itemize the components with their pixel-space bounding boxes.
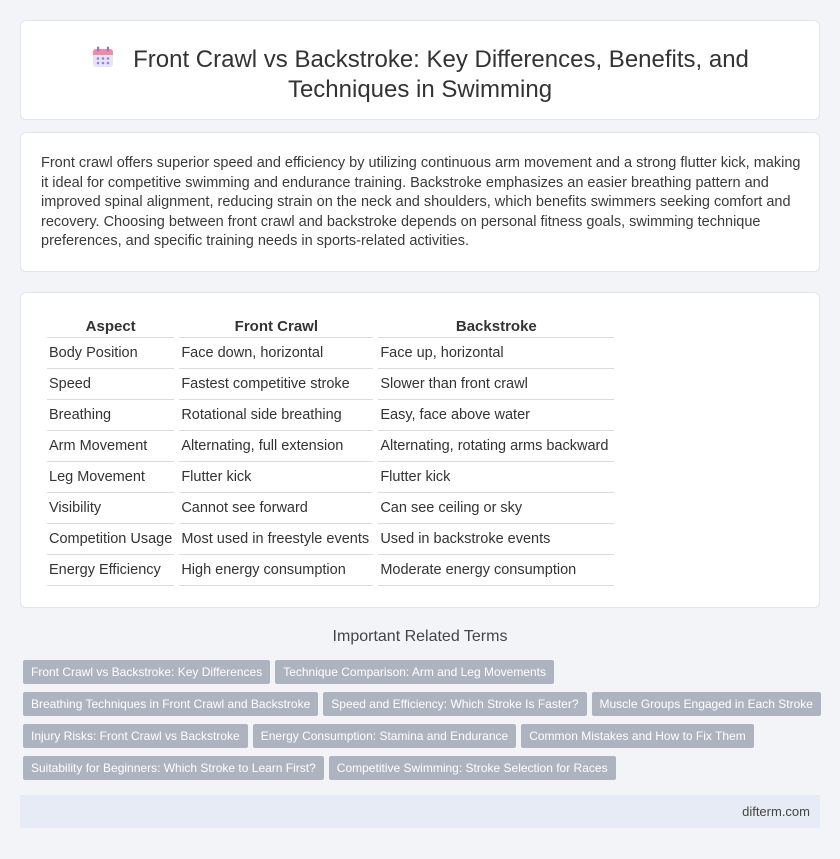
table-row: [47, 524, 614, 555]
cell-front-crawl: Flutter kick: [179, 462, 373, 493]
related-term-link[interactable]: Breathing Techniques in Front Crawl and Backstroke: [23, 692, 318, 716]
cell-aspect: Leg Movement: [47, 462, 174, 493]
cell-backstroke: Slower than front crawl: [378, 369, 614, 400]
cell-front-crawl: High energy consumption: [179, 555, 373, 586]
cell-aspect: Competition Usage: [47, 524, 174, 555]
related-terms-heading: Important Related Terms: [332, 628, 508, 645]
cell-aspect: Arm Movement: [47, 431, 174, 462]
cell-front-crawl: Most used in freestyle events: [179, 524, 373, 555]
cell-backstroke: Can see ceiling or sky: [378, 493, 614, 524]
related-term-link[interactable]: Technique Comparison: Arm and Leg Movements: [275, 660, 554, 684]
related-term-link[interactable]: Suitability for Beginners: Which Stroke to Learn First?: [23, 756, 324, 780]
related-term-link[interactable]: Energy Consumption: Stamina and Endurance: [253, 724, 516, 748]
related-term-link[interactable]: Muscle Groups Engaged in Each Stroke: [592, 692, 821, 716]
cell-backstroke: Used in backstroke events: [378, 524, 614, 555]
title-card: [20, 20, 820, 120]
cell-front-crawl: Fastest competitive stroke: [179, 369, 373, 400]
cell-backstroke: Flutter kick: [378, 462, 614, 493]
table-row: [47, 369, 614, 400]
header-aspect: Aspect: [47, 316, 174, 338]
cell-backstroke: Easy, face above water: [378, 400, 614, 431]
cell-aspect: Body Position: [47, 338, 174, 369]
comparison-card: [20, 292, 820, 608]
cell-front-crawl: Alternating, full extension: [179, 431, 373, 462]
related-term-link[interactable]: Front Crawl vs Backstroke: Key Differences: [23, 660, 270, 684]
cell-front-crawl: Face down, horizontal: [179, 338, 373, 369]
title-line-2: Techniques in Swimming: [287, 76, 553, 103]
related-terms-list: [23, 660, 817, 788]
related-term-link[interactable]: Competitive Swimming: Stroke Selection for Races: [329, 756, 616, 780]
title-line-1: Front Crawl vs Backstroke: Key Differences, Benefits, and: [133, 46, 749, 73]
related-term-link[interactable]: Injury Risks: Front Crawl vs Backstroke: [23, 724, 248, 748]
header-front-crawl: Front Crawl: [179, 316, 373, 338]
cell-aspect: Breathing: [47, 400, 174, 431]
calendar-icon: [91, 45, 115, 69]
cell-aspect: Visibility: [47, 493, 174, 524]
cell-backstroke: Alternating, rotating arms backward: [378, 431, 614, 462]
table-row: [47, 555, 614, 586]
cell-aspect: Speed: [47, 369, 174, 400]
footer: [20, 795, 820, 828]
intro-card: [20, 132, 820, 272]
intro-paragraph: Front crawl offers superior speed and efficiency by utilizing continuous arm movement and a strong flutter kick, making it ideal for competitive swimming and endurance training. Backstroke emphasizes an easier breathing pattern and improved spinal alignment, reducing strain on the neck and shoulders, which benefits swimmers seeking comfort and recovery. Choosing between front crawl and backstroke depends on personal fitness goals, swimming technique preferences, and specific training needs in sports-related activities.: [41, 155, 801, 249]
related-term-link[interactable]: Speed and Efficiency: Which Stroke Is Faster?: [323, 692, 586, 716]
table-row: [47, 338, 614, 369]
site-name[interactable]: difterm.com: [742, 804, 810, 819]
table-row: [47, 462, 614, 493]
cell-aspect: Energy Efficiency: [47, 555, 174, 586]
related-term-link[interactable]: Common Mistakes and How to Fix Them: [521, 724, 754, 748]
cell-front-crawl: Cannot see forward: [179, 493, 373, 524]
table-row: [47, 400, 614, 431]
table-header-row: [47, 316, 614, 338]
page-title: [21, 45, 819, 105]
cell-backstroke: Moderate energy consumption: [378, 555, 614, 586]
comparison-table: [42, 316, 619, 586]
cell-front-crawl: Rotational side breathing: [179, 400, 373, 431]
cell-backstroke: Face up, horizontal: [378, 338, 614, 369]
header-backstroke: Backstroke: [378, 316, 614, 338]
table-row: [47, 431, 614, 462]
table-row: [47, 493, 614, 524]
